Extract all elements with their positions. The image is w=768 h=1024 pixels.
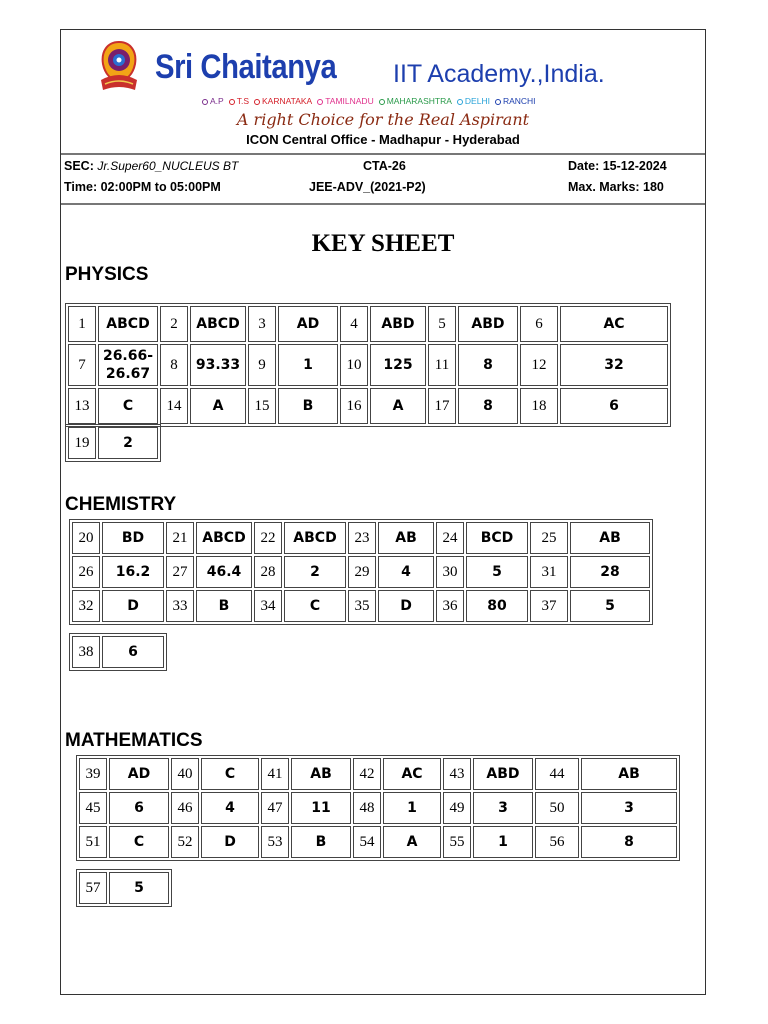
question-number: 33: [166, 590, 194, 622]
question-number: 24: [436, 522, 464, 554]
question-number: 37: [530, 590, 568, 622]
answer-key: 93.33: [190, 344, 246, 386]
answer-key: 8: [581, 826, 677, 858]
bullet-icon: [229, 99, 235, 105]
question-number: 28: [254, 556, 282, 588]
question-number: 57: [79, 872, 107, 904]
branch-states: [198, 96, 537, 106]
answer-key: 3: [473, 792, 533, 824]
question-number: 17: [428, 388, 456, 424]
subject-heading-physics: PHYSICS: [65, 264, 149, 285]
answer-key: ABD: [458, 306, 518, 342]
bullet-icon: [254, 99, 260, 105]
branch-maharashtra: MAHARASHTRA: [375, 96, 453, 106]
answer-key: 11: [291, 792, 351, 824]
table-row: [68, 388, 668, 424]
answer-key: AB: [378, 522, 434, 554]
test-code: CTA-26: [363, 159, 406, 173]
question-number: 9: [248, 344, 276, 386]
answer-key: 6: [109, 792, 169, 824]
question-number: 8: [160, 344, 188, 386]
answer-key: A: [370, 388, 426, 424]
question-number: 40: [171, 758, 199, 790]
branch-ranchi: RANCHI: [491, 96, 537, 106]
question-number: 21: [166, 522, 194, 554]
question-number: 39: [79, 758, 107, 790]
bullet-icon: [495, 99, 501, 105]
exam-time: Time: 02:00PM to 05:00PM: [64, 180, 221, 194]
sri-chaitanya-logo-icon: [97, 40, 141, 94]
sec-value: Jr.Super60_NUCLEUS BT: [97, 159, 239, 173]
table-row: [79, 758, 677, 790]
question-number: 7: [68, 344, 96, 386]
question-number: 56: [535, 826, 579, 858]
answer-key: A: [190, 388, 246, 424]
question-number: 3: [248, 306, 276, 342]
section-info: [64, 159, 238, 173]
question-number: 13: [68, 388, 96, 424]
question-number: 35: [348, 590, 376, 622]
question-number: 11: [428, 344, 456, 386]
question-number: 49: [443, 792, 471, 824]
branch-tamilnadu: TAMILNADU: [313, 96, 375, 106]
question-number: 46: [171, 792, 199, 824]
answer-key: 8: [458, 388, 518, 424]
table-row: [68, 306, 668, 342]
answer-key: C: [109, 826, 169, 858]
table-row: [72, 556, 650, 588]
table-row: [68, 344, 668, 386]
question-number: 16: [340, 388, 368, 424]
question-number: 47: [261, 792, 289, 824]
answer-key: 1: [278, 344, 338, 386]
answer-key: 2: [284, 556, 346, 588]
answer-table-chemistry: [69, 519, 653, 625]
table-row: [72, 522, 650, 554]
question-number: 41: [261, 758, 289, 790]
brand-suffix: IIT Academy.,India.: [393, 60, 605, 88]
branch-karnataka: KARNATAKA: [250, 96, 313, 106]
brand-name: Sri Chaitanya: [155, 48, 337, 86]
question-number: 10: [340, 344, 368, 386]
question-number: 25: [530, 522, 568, 554]
answer-key: ABCD: [284, 522, 346, 554]
table-row: [79, 826, 677, 858]
answer-table-last-physics: [65, 424, 161, 462]
answer-key: C: [201, 758, 259, 790]
answer-table-mathematics: [76, 755, 680, 861]
answer-key: ABD: [370, 306, 426, 342]
answer-key: 46.4: [196, 556, 252, 588]
question-number: 52: [171, 826, 199, 858]
answer-key: C: [284, 590, 346, 622]
question-number: 32: [72, 590, 100, 622]
question-number: 53: [261, 826, 289, 858]
answer-table-physics: [65, 303, 671, 427]
question-number: 54: [353, 826, 381, 858]
brand: [155, 48, 366, 87]
exam-info-bar: [61, 153, 705, 205]
table-row: [72, 590, 650, 622]
answer-key: 8: [458, 344, 518, 386]
answer-key: D: [378, 590, 434, 622]
answer-table-last-mathematics: [76, 869, 172, 907]
subject-heading-chemistry: CHEMISTRY: [65, 494, 177, 515]
question-number: 4: [340, 306, 368, 342]
table-row: [72, 636, 164, 668]
answer-key: 5: [466, 556, 528, 588]
answer-key: B: [278, 388, 338, 424]
question-number: 12: [520, 344, 558, 386]
question-number: 38: [72, 636, 100, 668]
exam-pattern: JEE-ADV_(2021-P2): [309, 180, 426, 194]
answer-key: 4: [201, 792, 259, 824]
answer-key: ABD: [473, 758, 533, 790]
answer-key: 28: [570, 556, 650, 588]
answer-key: 2: [98, 427, 158, 459]
question-number: 18: [520, 388, 558, 424]
bullet-icon: [317, 99, 323, 105]
question-number: 50: [535, 792, 579, 824]
answer-key: C: [98, 388, 158, 424]
answer-key: A: [383, 826, 441, 858]
answer-key: 4: [378, 556, 434, 588]
question-number: 29: [348, 556, 376, 588]
key-sheet-title: KEY SHEET: [311, 230, 455, 257]
question-number: 15: [248, 388, 276, 424]
answer-key: AD: [109, 758, 169, 790]
question-number: 27: [166, 556, 194, 588]
branch-ap: A.P: [198, 96, 225, 106]
answer-key: 16.2: [102, 556, 164, 588]
answer-key: 6: [102, 636, 164, 668]
question-number: 5: [428, 306, 456, 342]
question-number: 44: [535, 758, 579, 790]
question-number: 31: [530, 556, 568, 588]
answer-key: AD: [278, 306, 338, 342]
exam-date: Date: 15-12-2024: [568, 159, 667, 173]
branch-ts: T.S: [225, 96, 250, 106]
question-number: 42: [353, 758, 381, 790]
question-number: 6: [520, 306, 558, 342]
answer-key: 6: [560, 388, 668, 424]
max-marks: Max. Marks: 180: [568, 180, 664, 194]
answer-key: AC: [383, 758, 441, 790]
answer-key: BD: [102, 522, 164, 554]
answer-key: ABCD: [190, 306, 246, 342]
question-number: 45: [79, 792, 107, 824]
question-number: 1: [68, 306, 96, 342]
answer-table-last-chemistry: [69, 633, 167, 671]
answer-key: D: [201, 826, 259, 858]
question-number: 51: [79, 826, 107, 858]
answer-key: 3: [581, 792, 677, 824]
question-number: 19: [68, 427, 96, 459]
bullet-icon: [202, 99, 208, 105]
answer-key: AC: [560, 306, 668, 342]
question-number: 14: [160, 388, 188, 424]
answer-key: 1: [473, 826, 533, 858]
answer-key: AB: [570, 522, 650, 554]
question-number: 36: [436, 590, 464, 622]
central-office: ICON Central Office - Madhapur - Hyderabad: [246, 132, 520, 147]
question-number: 26: [72, 556, 100, 588]
table-row: [79, 872, 169, 904]
answer-key: 32: [560, 344, 668, 386]
question-number: 30: [436, 556, 464, 588]
answer-key: D: [102, 590, 164, 622]
answer-key: 5: [570, 590, 650, 622]
answer-key: ABCD: [98, 306, 158, 342]
subject-heading-mathematics: MATHEMATICS: [65, 730, 203, 751]
answer-key: BCD: [466, 522, 528, 554]
question-number: 2: [160, 306, 188, 342]
question-number: 22: [254, 522, 282, 554]
header: [61, 30, 705, 150]
answer-key: B: [196, 590, 252, 622]
question-number: 20: [72, 522, 100, 554]
bullet-icon: [379, 99, 385, 105]
branch-delhi: DELHI: [453, 96, 491, 106]
answer-key: 5: [109, 872, 169, 904]
answer-key: B: [291, 826, 351, 858]
table-row: [79, 792, 677, 824]
question-number: 48: [353, 792, 381, 824]
answer-key: AB: [581, 758, 677, 790]
table-row: [68, 427, 158, 459]
answer-key: 26.66-26.67: [98, 344, 158, 386]
question-number: 34: [254, 590, 282, 622]
question-number: 23: [348, 522, 376, 554]
answer-key: AB: [291, 758, 351, 790]
answer-key: 125: [370, 344, 426, 386]
answer-key: 80: [466, 590, 528, 622]
question-number: 43: [443, 758, 471, 790]
tagline: A right Choice for the Real Aspirant: [236, 110, 530, 129]
answer-key: 1: [383, 792, 441, 824]
key-sheet-page: [60, 29, 706, 995]
sec-label: SEC:: [64, 159, 94, 173]
answer-key: ABCD: [196, 522, 252, 554]
bullet-icon: [457, 99, 463, 105]
question-number: 55: [443, 826, 471, 858]
